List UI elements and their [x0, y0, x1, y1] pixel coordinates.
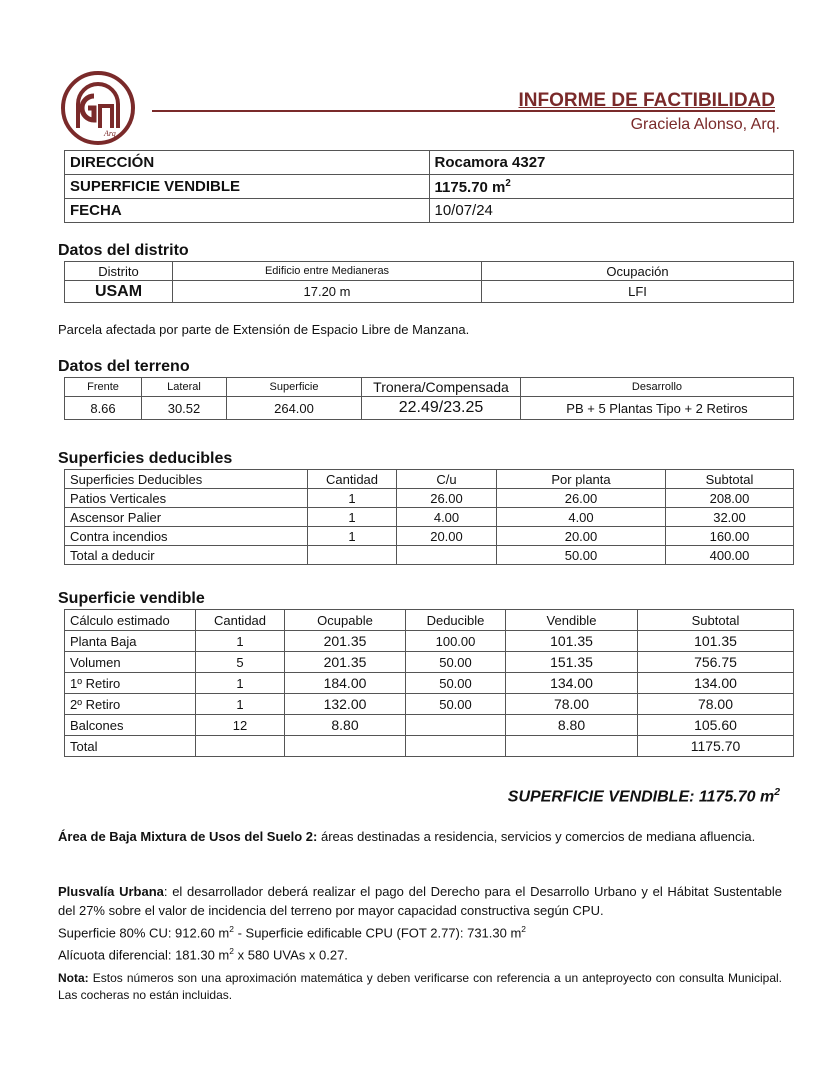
- zone-paragraph: [58, 827, 782, 846]
- table-header-row: [65, 378, 794, 397]
- superficie-cell: [429, 175, 794, 199]
- superficie-cu-text: Superficie 80% CU: 912.60 m: [58, 925, 230, 941]
- district-table: [64, 261, 794, 303]
- cell: Total: [65, 736, 196, 757]
- header-cell: Frente: [65, 378, 142, 397]
- cell: 4.00: [497, 508, 666, 527]
- unit-superscript: 2: [229, 924, 234, 934]
- cell: 1º Retiro: [65, 673, 196, 694]
- cell: Volumen: [65, 652, 196, 673]
- header-cell: C/u: [397, 470, 497, 489]
- firm-logo: [60, 70, 136, 146]
- cell: 5: [196, 652, 285, 673]
- plusvalia-text: : el desarrollador deberá realizar el pago del Derecho para el Desarrollo Urbano y el Hábitat Sustentable del 27% sobre el valor de incidencia del terreno por mayor capacidad constructiva según CPU.: [58, 884, 782, 918]
- cell: Patios Verticales: [65, 489, 308, 508]
- cell: 201.35: [285, 631, 406, 652]
- parcel-note: Parcela afectada por parte de Extensión de Espacio Libre de Manzana.: [58, 322, 470, 337]
- cell: 100.00: [406, 631, 506, 652]
- cell: [506, 736, 638, 757]
- cell: 134.00: [638, 673, 794, 694]
- cell: 134.00: [506, 673, 638, 694]
- cell: 184.00: [285, 673, 406, 694]
- table-header-row: [65, 610, 794, 631]
- table-row: [65, 175, 794, 199]
- cell: 160.00: [666, 527, 794, 546]
- report-title: INFORME DE FACTIBILIDAD: [518, 90, 775, 111]
- section-title-terreno: Datos del terreno: [58, 358, 190, 375]
- cell: Planta Baja: [65, 631, 196, 652]
- table-row: [65, 508, 794, 527]
- cell: 2º Retiro: [65, 694, 196, 715]
- plusvalia-line: [58, 920, 782, 942]
- cell: 201.35: [285, 652, 406, 673]
- cell: 78.00: [506, 694, 638, 715]
- table-row: [65, 631, 794, 652]
- header-cell: Cálculo estimado: [65, 610, 196, 631]
- header-cell: Ocupación: [482, 262, 794, 281]
- cell: 105.60: [638, 715, 794, 736]
- cell: 151.35: [506, 652, 638, 673]
- cell: 17.20 m: [173, 281, 482, 303]
- cell: 1: [308, 508, 397, 527]
- table-row: [65, 397, 794, 420]
- header-cell: Superficies Deducibles: [65, 470, 308, 489]
- cell: PB + 5 Plantas Tipo + 2 Retiros: [521, 397, 794, 420]
- cell: 8.66: [65, 397, 142, 420]
- cell: 208.00: [666, 489, 794, 508]
- header-cell: Tronera/Compensada: [362, 378, 521, 397]
- svg-text:Arq: Arq: [104, 129, 116, 138]
- table-row: [65, 694, 794, 715]
- header-cell: Cantidad: [308, 470, 397, 489]
- header-cell: Distrito: [65, 262, 173, 281]
- cell: [308, 546, 397, 565]
- unit-superscript: 2: [229, 946, 234, 957]
- nota-label: Nota:: [58, 971, 89, 985]
- unit-superscript: 2: [774, 787, 780, 798]
- cell: 101.35: [506, 631, 638, 652]
- summary-label: SUPERFICIE VENDIBLE: 1175.70 m: [507, 788, 775, 806]
- cell: 30.52: [142, 397, 227, 420]
- table-row: [65, 736, 794, 757]
- cell: 26.00: [397, 489, 497, 508]
- cell: 26.00: [497, 489, 666, 508]
- alicuota-text-rest: x 580 UVAs x 0.27.: [233, 947, 348, 963]
- vendible-table: [64, 609, 794, 757]
- deducibles-table: [64, 469, 794, 565]
- cell: Balcones: [65, 715, 196, 736]
- cell: 756.75: [638, 652, 794, 673]
- cell: 101.35: [638, 631, 794, 652]
- plusvalia-paragraph: [58, 882, 782, 965]
- nota-paragraph: [58, 970, 782, 1004]
- table-row: [65, 527, 794, 546]
- cell: 8.80: [506, 715, 638, 736]
- superficie-label: SUPERFICIE VENDIBLE: [65, 175, 430, 199]
- cell: 20.00: [497, 527, 666, 546]
- cell: Contra incendios: [65, 527, 308, 546]
- direccion-value: Rocamora 4327: [429, 151, 794, 175]
- cell: USAM: [65, 281, 173, 303]
- zone-text: áreas destinadas a residencia, servicios y comercios de mediana afluencia.: [317, 829, 756, 844]
- cell: 1: [308, 527, 397, 546]
- section-title-deducibles: Superficies deducibles: [58, 450, 233, 467]
- cell: [196, 736, 285, 757]
- header-cell: Por planta: [497, 470, 666, 489]
- cell: 1175.70: [638, 736, 794, 757]
- superficie-cpu-text: - Superficie edificable CPU (FOT 2.77): 731.30 m: [233, 925, 522, 941]
- cell: 50.00: [406, 652, 506, 673]
- cell: 8.80: [285, 715, 406, 736]
- plusvalia-title: Plusvalía Urbana: [58, 884, 164, 899]
- zone-title: Área de Baja Mixtura de Usos del Suelo 2:: [58, 829, 318, 844]
- cell: 50.00: [406, 673, 506, 694]
- cell: 4.00: [397, 508, 497, 527]
- unit-superscript: 2: [505, 177, 511, 189]
- cell: 400.00: [666, 546, 794, 565]
- cell: 22.49/23.25: [362, 397, 521, 420]
- table-row: [65, 652, 794, 673]
- header-cell: Edificio entre Medianeras: [173, 262, 482, 281]
- table-header-row: [65, 470, 794, 489]
- table-row: [65, 715, 794, 736]
- plusvalia-line: [58, 942, 782, 964]
- author-name: Graciela Alonso, Arq.: [630, 116, 780, 133]
- fecha-value: 10/07/24: [429, 199, 794, 223]
- header-cell: Vendible: [506, 610, 638, 631]
- cell: Ascensor Palier: [65, 508, 308, 527]
- table-row: [65, 199, 794, 223]
- cell: 50.00: [406, 694, 506, 715]
- cell: 1: [196, 694, 285, 715]
- property-info-table: [64, 150, 794, 223]
- unit-superscript: 2: [521, 924, 526, 934]
- superficie-vendible-summary: [400, 787, 780, 806]
- cell: 78.00: [638, 694, 794, 715]
- table-row: [65, 151, 794, 175]
- table-row: [65, 489, 794, 508]
- header-cell: Cantidad: [196, 610, 285, 631]
- cell: [406, 715, 506, 736]
- table-row: [65, 281, 794, 303]
- superficie-value: 1175.70 m: [434, 178, 506, 196]
- header-cell: Subtotal: [666, 470, 794, 489]
- table-row: [65, 546, 794, 565]
- table-header-row: [65, 262, 794, 281]
- header-cell: Subtotal: [638, 610, 794, 631]
- cell: 264.00: [227, 397, 362, 420]
- header-cell: Ocupable: [285, 610, 406, 631]
- cell: 1: [308, 489, 397, 508]
- cell: LFI: [482, 281, 794, 303]
- fecha-label: FECHA: [65, 199, 430, 223]
- cell: Total a deducir: [65, 546, 308, 565]
- table-row: [65, 673, 794, 694]
- header-cell: Lateral: [142, 378, 227, 397]
- cell: 132.00: [285, 694, 406, 715]
- cell: 1: [196, 673, 285, 694]
- direccion-label: DIRECCIÓN: [65, 151, 430, 175]
- header-cell: Deducible: [406, 610, 506, 631]
- nota-text: Estos números son una aproximación matemática y deben verificarse con referencia a un anteproyecto con consulta Municipal. Las cocheras no están incluidas.: [58, 971, 782, 1002]
- section-title-distrito: Datos del distrito: [58, 242, 189, 259]
- header-cell: Desarrollo: [521, 378, 794, 397]
- section-title-vendible: Superficie vendible: [58, 590, 205, 607]
- cell: 1: [196, 631, 285, 652]
- alicuota-text: Alícuota diferencial: 181.30 m: [58, 947, 230, 963]
- cell: [397, 546, 497, 565]
- plusvalia-line: [58, 882, 782, 920]
- cell: 32.00: [666, 508, 794, 527]
- cell: 50.00: [497, 546, 666, 565]
- cell: [406, 736, 506, 757]
- terrain-table: [64, 377, 794, 420]
- cell: 12: [196, 715, 285, 736]
- cell: [285, 736, 406, 757]
- cell: 20.00: [397, 527, 497, 546]
- header-cell: Superficie: [227, 378, 362, 397]
